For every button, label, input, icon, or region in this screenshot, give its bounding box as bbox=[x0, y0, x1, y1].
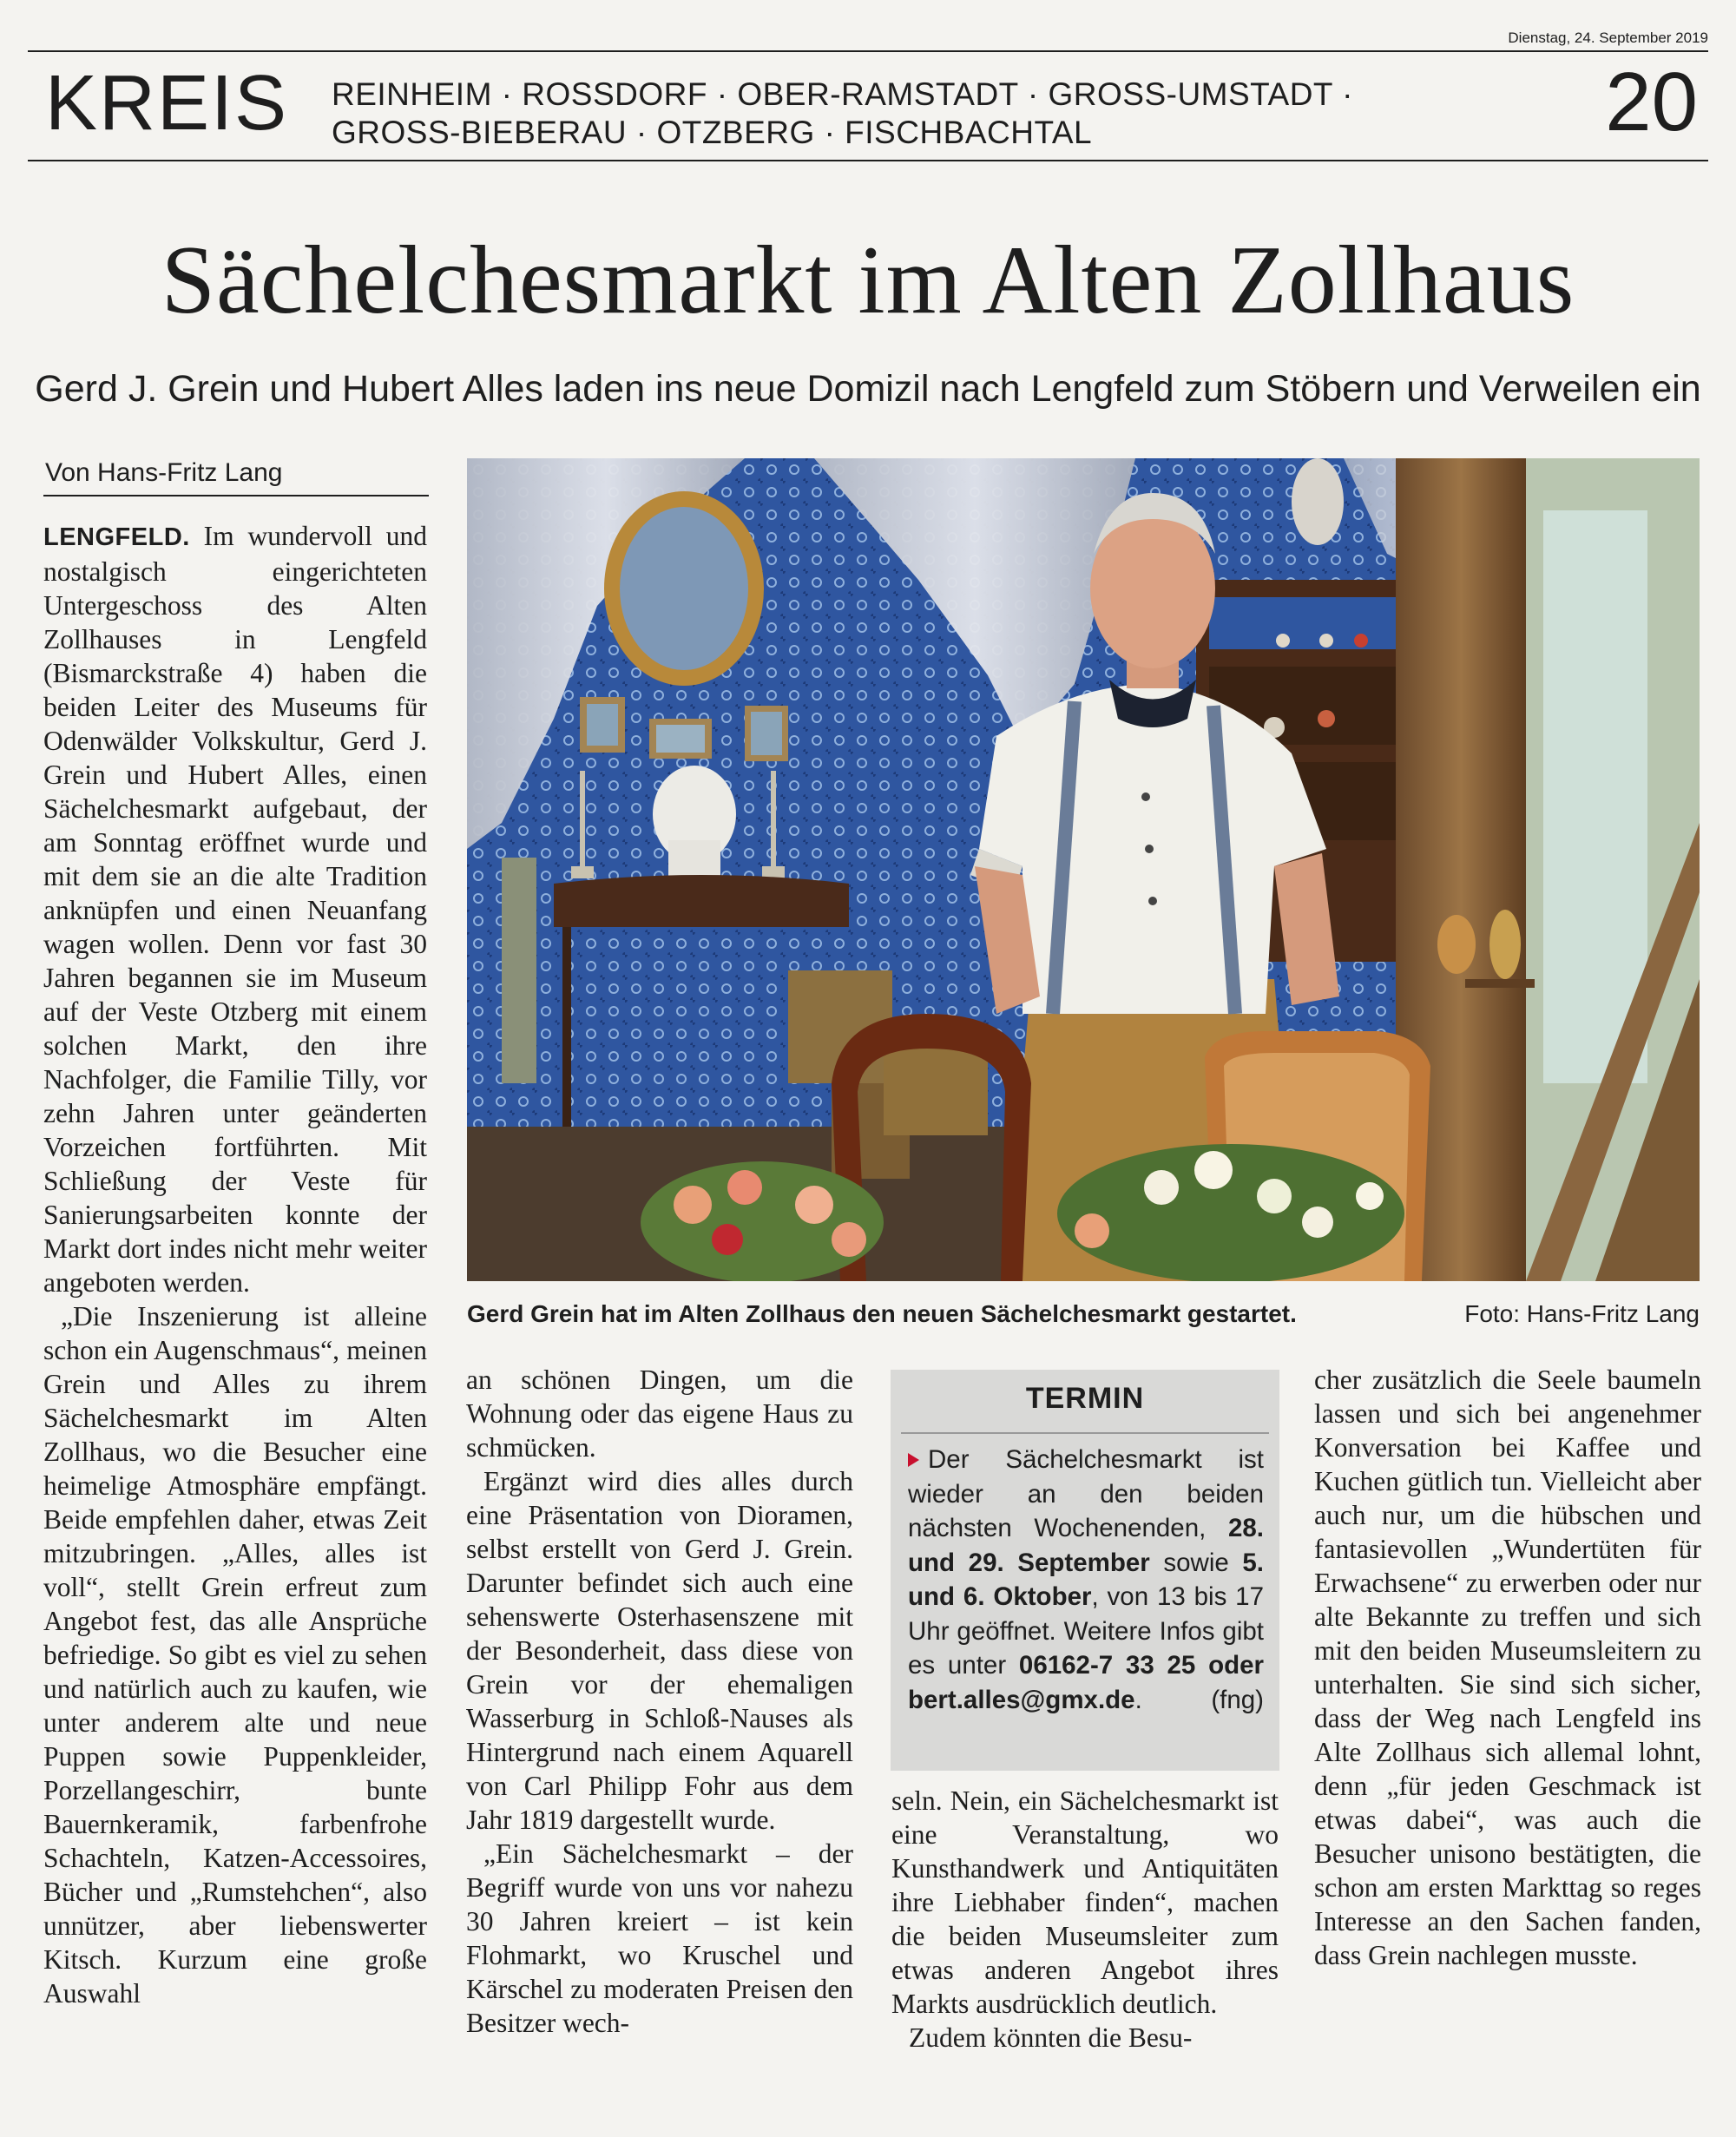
photo-caption: Gerd Grein hat im Alten Zollhaus den neuen Sächelchesmarkt gestartet. bbox=[467, 1300, 1297, 1327]
termin-text-2: sowie bbox=[1163, 1548, 1229, 1577]
byline-rule bbox=[43, 495, 429, 496]
subheadline: Gerd J. Grein und Hubert Alles laden ins neue Domizil nach Lengfeld zum Stöbern und Verweilen ein bbox=[35, 368, 1701, 410]
termin-text-4: oder bbox=[1208, 1651, 1265, 1680]
termin-email[interactable]: bert.alles@gmx.de bbox=[908, 1685, 1135, 1714]
article-column-1 bbox=[43, 519, 427, 2010]
paragraph-2-continued: an schönen Dingen, um die Wohnung oder das eigene Haus zu schmücken. bbox=[466, 1364, 853, 1463]
termin-box bbox=[891, 1370, 1279, 1771]
termin-phone: 06162-7 33 25 bbox=[1018, 1651, 1196, 1680]
termin-text: Der Sächelchesmarkt ist wieder an den beiden nächsten Wochenenden, 28. und 29. September sowie 5. und 6. Oktober, von 13 bis 17 Uhr geöffnet. Weitere Infos gibt es unter 06162-7 33 25 oder bert.alles@gmx.de. (fng) bbox=[908, 1443, 1264, 1717]
article-column-2 bbox=[466, 1363, 853, 2040]
termin-title: TERMIN bbox=[1025, 1382, 1145, 1415]
paragraph-5-continued: cher zusätzlich die Seele baumeln lassen und sich bei angenehmer Konversation bei Kaffee und Kuchen gütlich tun. Vielleicht aber auch nur, um die hübschen und fantasievollen „Wundertüten für Erwachsene“ zu erwerben oder nur alte Bekannte zu treffen und sich mit den beiden Museumsleitern zu unterhalten. Sie sind sich sicher, dass der Weg nach Lengfeld ins Alte Zollhaus sich allemal lohnt, denn „für jeden Geschmack ist etwas dabei“, was auch die Besucher unisono bestätigten, die schon am ersten Markttag so reges Interesse an den Sachen fanden, dass Grein nachlegen musste. bbox=[1314, 1364, 1701, 1970]
termin-date-2: 5. und 6. Oktober bbox=[908, 1548, 1264, 1611]
top-rule bbox=[28, 50, 1708, 52]
page-number: 20 bbox=[1605, 56, 1698, 148]
towns-line-1: REINHEIM · ROSSDORF · OBER-RAMSTADT · GROSS-UMSTADT · bbox=[332, 76, 1353, 112]
paragraph-4-continued: seln. Nein, ein Sächelchesmarkt ist eine Veranstaltung, wo Kunsthandwerk und Antiquitäten ihre Liebhaber finden“, machen die beiden Museumsleiter zum etwas anderen Angebot ihres Markts ausdrücklich deutlich. bbox=[891, 1785, 1279, 2019]
paragraph-1: Im wundervoll und nostalgisch eingerichteten Untergeschoss des Alten Zollhauses in Lengfeld (Bismarckstraße 4) haben die beiden Leiter des Museums für Odenwälder Volkskultur, Gerd J. Grein und Hubert Alles, einen Sächelchesmarkt aufgebaut, der am Sonntag eröffnet wurde und mit dem sie an die alte Tradition anknüpfen und einen Neuanfang wagen wollen. Denn vor fast 30 Jahren begannen sie im Museum auf der Veste Otzberg mit einem solchen Markt, den ihre Nachfolger, die Familie Tilly, vor zehn Jahren unter geänderten Vorzeichen fortführten. Mit Schließung der Veste für Sanierungsarbeiten konnte der Markt dort indes nicht mehr weiter angeboten werden. bbox=[43, 521, 427, 1298]
article-column-3 bbox=[891, 1784, 1279, 2055]
paragraph-4: „Ein Sächelchesmarkt – der Begriff wurde von uns vor nahezu 30 Jahren kreiert – ist kein Flohmarkt, wo Kruschel und Kärschel zu moderaten Preisen den Besitzer wech- bbox=[466, 1838, 853, 2038]
paragraph-3: Ergänzt wird dies alles durch eine Präsentation von Dioramen, selbst erstellt von Gerd J. Grein. Darunter befindet sich auch eine sehenswerte Osterhasenszene mit der Besonderheit, dass diese von Grein vor der ehemaligen Wasserburg in Schloß-Nauses als Hintergrund nach einem Aquarell von Carl Philipp Fohr aus dem Jahr 1819 dargestellt wurde. bbox=[466, 1466, 853, 1835]
triangle-bullet-icon bbox=[908, 1453, 919, 1467]
header-bottom-rule bbox=[28, 160, 1708, 161]
byline: Von Hans-Fritz Lang bbox=[45, 458, 283, 487]
termin-text-1: Der Sächelchesmarkt ist wieder an den beiden nächsten Wochenenden, bbox=[908, 1445, 1264, 1542]
termin-date-1: 28. und 29. September bbox=[908, 1514, 1264, 1577]
issue-date: Dienstag, 24. September 2019 bbox=[1508, 30, 1708, 46]
termin-divider bbox=[901, 1432, 1269, 1434]
section-title: KREIS bbox=[45, 60, 289, 147]
towns-line-2: GROSS-BIEBERAU · OTZBERG · FISCHBACHTAL bbox=[332, 115, 1093, 150]
photo-credit: Foto: Hans-Fritz Lang bbox=[1464, 1300, 1700, 1327]
article-column-4 bbox=[1314, 1363, 1701, 1972]
termin-signature: (fng) bbox=[1211, 1685, 1264, 1714]
paragraph-5: Zudem könnten die Besu- bbox=[909, 2022, 1193, 2053]
dateline: LENGFELD. bbox=[43, 523, 190, 551]
article-photo bbox=[467, 458, 1700, 1281]
termin-text-3: , von 13 bis 17 Uhr geöffnet. Weitere Infos gibt es unter bbox=[908, 1582, 1264, 1680]
photo-illustration bbox=[467, 458, 1700, 1281]
headline: Sächelchesmarkt im Alten Zollhaus bbox=[161, 227, 1575, 334]
paragraph-2: „Die Inszenierung ist alleine schon ein Augenschmaus“, meinen Grein und Alles zu ihrem Sächelchesmarkt im Alten Zollhaus, wo die Besucher eine heimelige Atmosphäre empfängt. Beide empfehlen daher, etwas Zeit mitzubringen. „Alles, alles ist voll“, stellt Grein erfreut zum Angebot fest, das alle Ansprüche befriedige. So gibt es viel zu sehen und natürlich auch zu kaufen, wie unter anderem alte und neue Puppen sowie Puppenkleider, Porzellangeschirr, bunte Bauernkeramik, farbenfrohe Schachteln, Katzen-Accessoires, Bücher und „Rumstehchen“, also unnützer, aber liebenswerter Kitsch. Kurzum eine große Auswahl bbox=[43, 1301, 427, 2009]
